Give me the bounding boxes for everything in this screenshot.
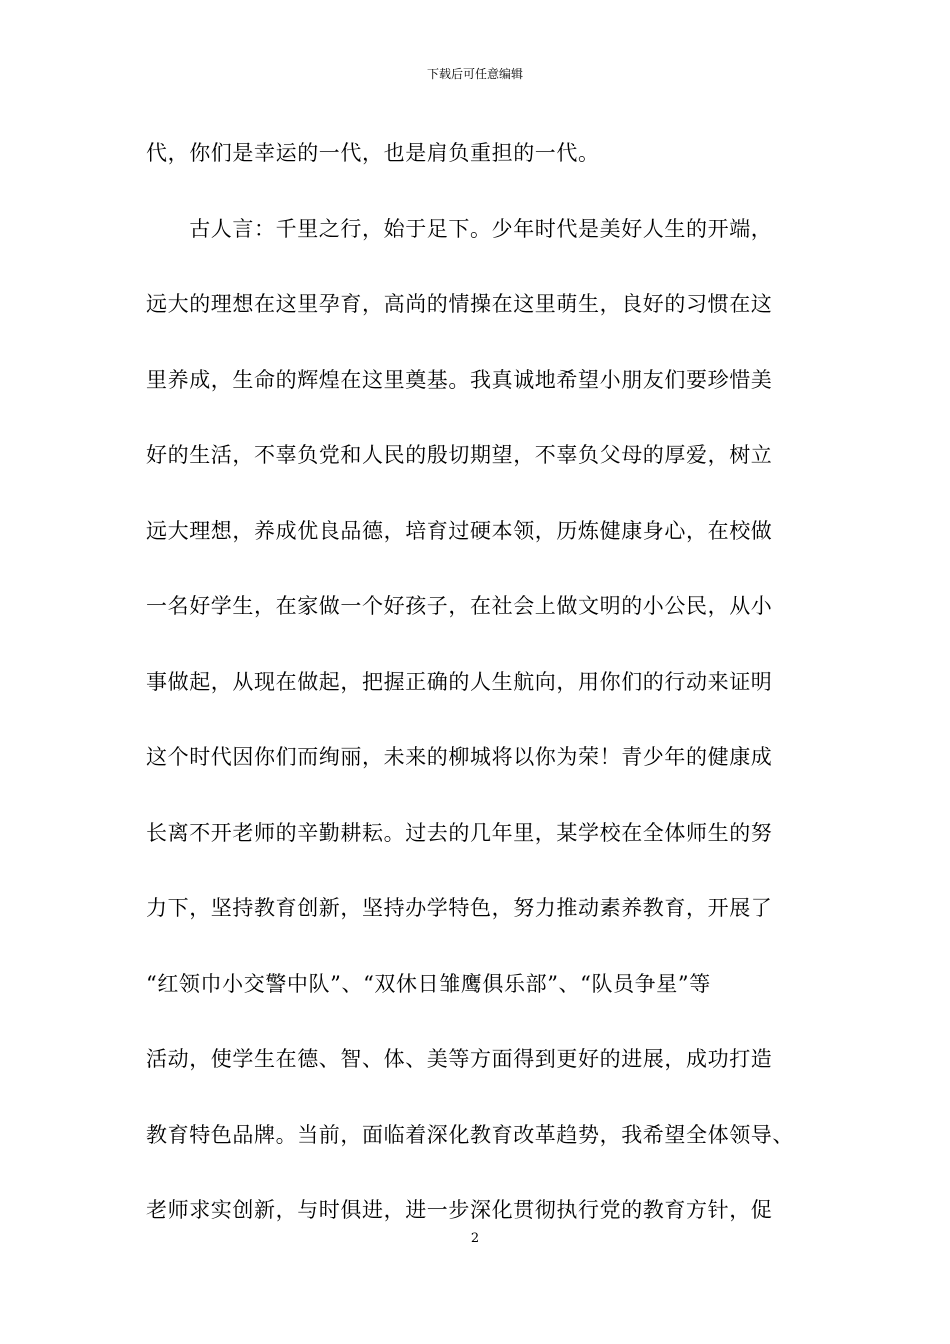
- text-line: 一名好学生，在家做一个好孩子，在社会上做文明的小公民，从小: [146, 594, 773, 618]
- text-line: 长离不开老师的辛勤耕耘。过去的几年里，某学校在全体师生的努: [146, 820, 773, 845]
- text-line: 这个时代因你们而绚丽，未来的柳城将以你为荣！青少年的健康成: [146, 745, 773, 769]
- page-header: 下载后可任意编辑: [426, 67, 523, 81]
- body-text: [146, 130, 826, 1263]
- page-number: 2: [470, 1231, 480, 1246]
- text-line: 活动，使学生在德、智、体、美等方面得到更好的进展，成功打造: [146, 1047, 773, 1071]
- text-line: 远大理想，养成优良品德，培育过硬本领，历炼健康身心，在校做: [146, 518, 773, 543]
- text-line: 代，你们是幸运的一代，也是肩负重担的一代。: [146, 141, 600, 165]
- text-line: 老师求实创新，与时俱进，进一步深化贯彻执行党的教育方针，促: [146, 1198, 773, 1222]
- text-line: 事做起，从现在做起，把握正确的人生航向，用你们的行动来证明: [146, 669, 773, 694]
- text-line: “红领巾小交警中队”、“双休日雏鹰俱乐部”、“队员争星”等: [146, 971, 711, 996]
- text-line: 教育特色品牌。当前，面临着深化教育改革趋势，我希望全体领导、: [146, 1122, 794, 1147]
- text-line: 远大的理想在这里孕育，高尚的情操在这里萌生，良好的习惯在这: [146, 292, 773, 316]
- text-line: 好的生活，不辜负党和人民的殷切期望，不辜负父母的厚爱，树立: [146, 443, 773, 467]
- text-line: 里养成，生命的辉煌在这里奠基。我真诚地希望小朋友们要珍惜美: [146, 367, 773, 392]
- text-line: 古人言：千里之行，始于足下。少年时代是美好人生的开端，: [146, 216, 773, 241]
- text-line: 力下，坚持教育创新，坚持办学特色，努力推动素养教育，开展了: [146, 896, 773, 920]
